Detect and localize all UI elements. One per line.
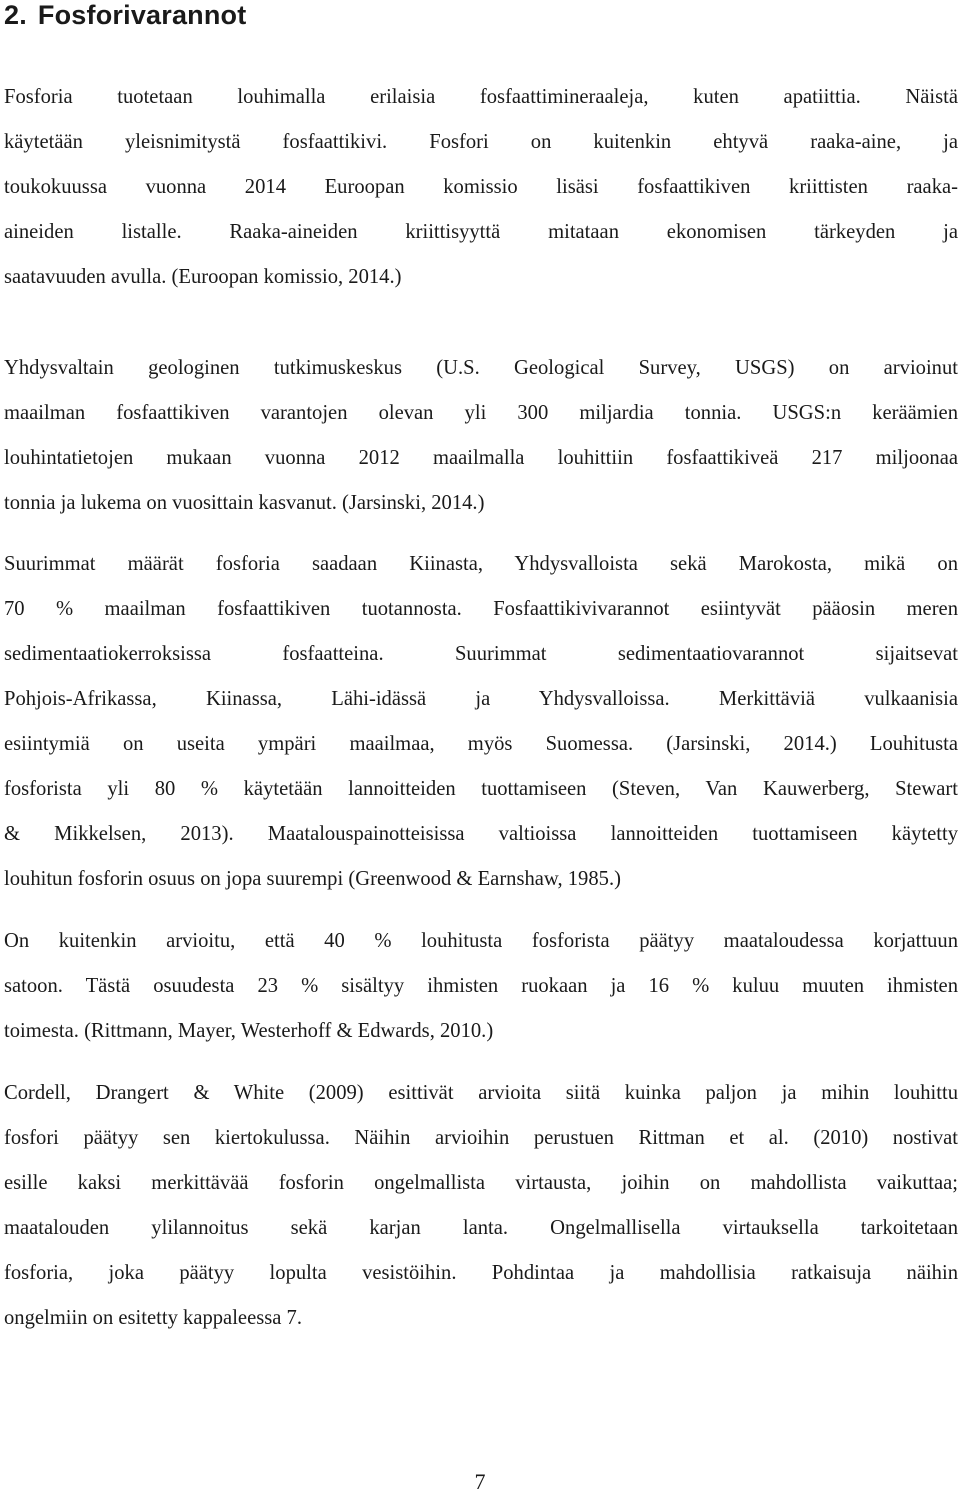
page-number: 7 — [474, 1469, 486, 1494]
text-line: On kuitenkin arvioitu, että 40 % louhitusta fosforista päätyy maataloudessa korjattuun — [4, 930, 958, 952]
text-line: maatalouden ylilannoitus sekä karjan lanta. Ongelmallisella virtauksella tarkoitetaan — [4, 1217, 958, 1239]
text-line: saatavuuden avulla. (Euroopan komissio, 2014.) — [4, 266, 402, 288]
paragraph-5 — [4, 1071, 958, 1341]
paragraph-4 — [4, 919, 958, 1054]
section-number: 2. — [4, 0, 27, 30]
text-line: toukokuussa vuonna 2014 Euroopan komissio lisäsi fosfaattikiven kriittisten raaka- — [4, 176, 958, 198]
text-line: toimesta. (Rittmann, Mayer, Westerhoff & Edwards, 2010.) — [4, 1020, 494, 1042]
text-line: Suurimmat määrät fosforia saadaan Kiinasta, Yhdysvalloista sekä Marokosta, mikä on — [4, 553, 958, 575]
text-line: Yhdysvaltain geologinen tutkimuskeskus (U.S. Geological Survey, USGS) on arvioinut — [4, 357, 958, 379]
text-line: & Mikkelsen, 2013). Maatalouspainotteisissa valtioissa lannoitteiden tuottamiseen käytetty — [4, 823, 958, 845]
text-line: esille kaksi merkittävää fosforin ongelmallista virtausta, joihin on mahdollista vaikuttaa; — [4, 1172, 958, 1194]
text-line: louhitun fosforin osuus on jopa suurempi (Greenwood & Earnshaw, 1985.) — [4, 868, 621, 890]
text-line: 70 % maailman fosfaattikiven tuotannosta. Fosfaattikivivarannot esiintyvät pääosin meren — [4, 598, 958, 620]
text-line: sedimentaatiokerroksissa fosfaatteina. Suurimmat sedimentaatiovarannot sijaitsevat — [4, 643, 958, 665]
section-title: Fosforivarannot — [37, 0, 247, 30]
text-line: käytetään yleisnimitystä fosfaattikivi. Fosfori on kuitenkin ehtyvä raaka-aine, ja — [4, 131, 958, 153]
text-line: esiintymiä on useita ympäri maailmaa, myös Suomessa. (Jarsinski, 2014.) Louhitusta — [4, 733, 958, 755]
text-line: louhintatietojen mukaan vuonna 2012 maailmalla louhittiin fosfaattikiveä 217 miljoonaa — [4, 447, 958, 469]
text-line: aineiden listalle. Raaka-aineiden kriittisyyttä mitataan ekonomisen tärkeyden ja — [4, 221, 958, 243]
text-line: Cordell, Drangert & White (2009) esittivät arvioita siitä kuinka paljon ja mihin louhittu — [4, 1082, 958, 1104]
paragraph-2 — [4, 346, 958, 526]
text-line: Pohjois-Afrikassa, Kiinassa, Lähi-idässä ja Yhdysvalloissa. Merkittäviä vulkaanisia — [4, 688, 958, 710]
text-line: maailman fosfaattikiven varantojen olevan yli 300 miljardia tonnia. USGS:n keräämien — [4, 402, 958, 424]
text-line: Fosforia tuotetaan louhimalla erilaisia fosfaattimineraaleja, kuten apatiittia. Näistä — [4, 86, 958, 108]
text-line: satoon. Tästä osuudesta 23 % sisältyy ihmisten ruokaan ja 16 % kuluu muuten ihmisten — [4, 975, 958, 997]
paragraph-1 — [4, 75, 958, 300]
paragraph-3 — [4, 542, 958, 902]
text-line: ongelmiin on esitetty kappaleessa 7. — [4, 1307, 302, 1329]
text-line: fosforista yli 80 % käytetään lannoitteiden tuottamiseen (Steven, Van Kauwerberg, Stewart — [4, 778, 958, 800]
section-heading — [4, 0, 246, 30]
text-line: fosforia, joka päätyy lopulta vesistöihin. Pohdintaa ja mahdollisia ratkaisuja näihin — [4, 1262, 958, 1284]
text-line: tonnia ja lukema on vuosittain kasvanut. (Jarsinski, 2014.) — [4, 492, 485, 514]
text-line: fosfori päätyy sen kiertokulussa. Näihin arvioihin perustuen Rittman et al. (2010) nostivat — [4, 1127, 958, 1149]
